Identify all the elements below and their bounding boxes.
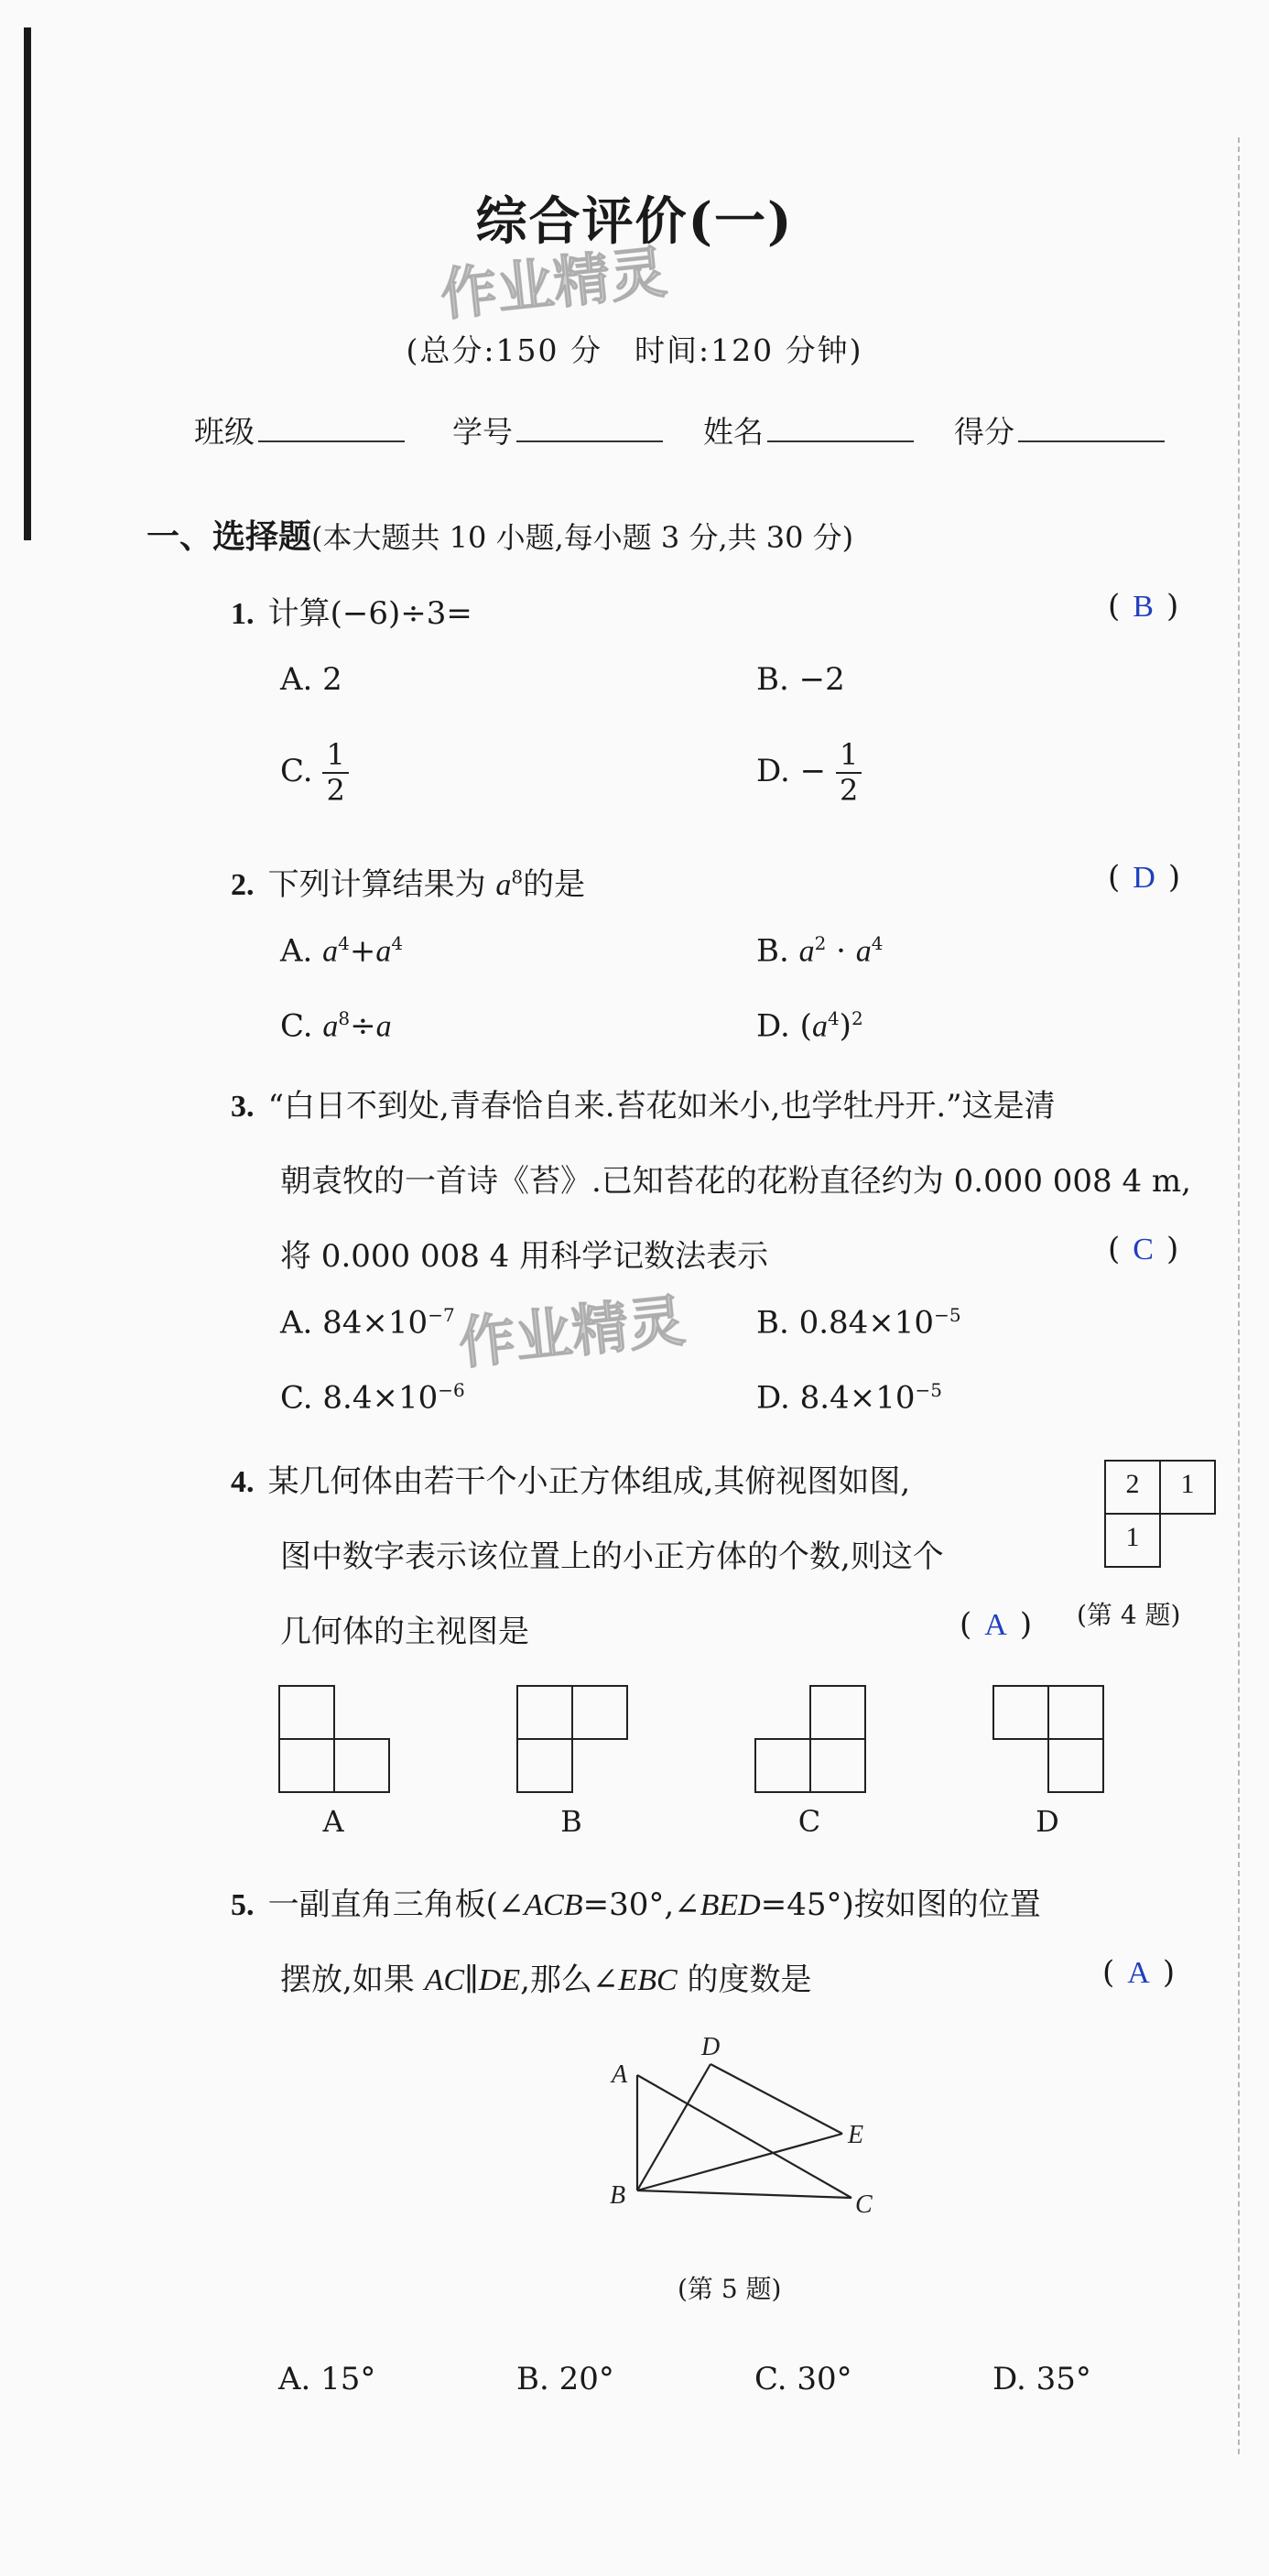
grid-num-3: 1 <box>1125 1522 1140 1552</box>
q4-line-1: 某几何体由若干个小正方体组成,其俯视图如图, <box>267 1463 911 1500</box>
q4-answer-box: ( A ) <box>960 1606 1033 1643</box>
q4-line-3: 几何体的主视图是 <box>280 1614 529 1650</box>
student-id-label: 学号 <box>452 414 513 450</box>
d-cell-2 <box>1047 1685 1104 1740</box>
question-4 <box>231 1456 910 1501</box>
q2-b-var2: a <box>855 934 872 969</box>
q2-c-prefix: C. <box>280 1007 323 1045</box>
c-cell-1 <box>809 1685 866 1740</box>
b-cell-2 <box>571 1685 628 1740</box>
q1-text: 计算(−6)÷3= <box>267 595 472 632</box>
q2-b-var1: a <box>798 934 815 969</box>
q2-option-b[interactable] <box>756 932 884 969</box>
question-2 <box>231 859 585 904</box>
q4-line-2: 图中数字表示该位置上的小正方体的个数,则这个 <box>280 1538 944 1575</box>
seg-bc <box>637 2190 851 2198</box>
name-field[interactable] <box>703 408 914 451</box>
class-label: 班级 <box>194 414 255 450</box>
q5-answer-box: ( A ) <box>1102 1954 1176 1991</box>
q1-answer: B <box>1133 590 1154 624</box>
point-label-d: D <box>701 2033 721 2061</box>
student-id-field[interactable] <box>452 408 663 451</box>
class-blank[interactable] <box>258 413 405 442</box>
q3-option-a[interactable] <box>280 1304 455 1341</box>
q2-d-exp2: 2 <box>851 1007 863 1029</box>
q1-number: 1. <box>231 597 255 631</box>
score-time-info: (总分:150 分 时间:120 分钟) <box>406 332 863 368</box>
q3-option-d[interactable] <box>756 1379 942 1416</box>
q5-triangle-figure <box>595 2024 897 2234</box>
q2-b-exp2: 4 <box>871 932 884 954</box>
q5-bed: BED <box>700 1888 761 1922</box>
q1-option-b[interactable]: B. −2 <box>756 661 845 698</box>
b-cell-3 <box>516 1738 573 1793</box>
class-field[interactable] <box>194 408 405 451</box>
question-3 <box>231 1081 1056 1125</box>
q2-text <box>268 866 586 903</box>
a-cell-2 <box>278 1738 335 1793</box>
page-cut-line <box>1238 137 1240 2454</box>
q5-caption: (第 5 题) <box>678 2274 782 2304</box>
q5-line-1 <box>268 1886 1041 1923</box>
q1-option-d-fraction <box>836 738 862 808</box>
q5-l1-pre: 一副直角三角板(∠ <box>267 1886 525 1923</box>
q5-l1-mid: =30°,∠ <box>582 1886 700 1923</box>
question-1 <box>231 588 472 633</box>
q2-c-var1: a <box>322 1009 339 1044</box>
q2-a-exp1: 4 <box>338 932 350 954</box>
seg-de <box>710 2064 842 2134</box>
q1-c-denominator: 2 <box>326 772 345 808</box>
q4-label-a: A <box>322 1804 344 1839</box>
q3-option-c[interactable] <box>280 1379 465 1416</box>
q2-d-exp1: 4 <box>827 1007 840 1029</box>
q2-text-post: 的是 <box>523 866 586 903</box>
q1-option-c-fraction <box>322 738 348 808</box>
point-label-a: A <box>612 2060 628 2089</box>
q5-l1-post: =45°)按如图的位置 <box>760 1886 1041 1923</box>
q3-c-exp: −6 <box>438 1379 465 1401</box>
q4-answer: A <box>984 1608 1007 1642</box>
name-label: 姓名 <box>703 414 764 450</box>
name-blank[interactable] <box>767 413 914 442</box>
q3-c-base: C. 8.4×10 <box>280 1379 439 1417</box>
q1-option-c-label: C. <box>280 752 313 789</box>
score-blank[interactable] <box>1018 413 1165 442</box>
binding-edge <box>24 27 31 540</box>
q3-b-exp: −5 <box>934 1304 961 1326</box>
q5-de: DE <box>478 1963 521 1997</box>
q2-answer-box: ( D ) <box>1108 859 1181 896</box>
q3-answer-box: ( C ) <box>1108 1231 1179 1267</box>
q2-a-var2: a <box>375 934 392 969</box>
q5-option-a[interactable]: A. 15° <box>278 2361 376 2397</box>
q5-l2-post: 的度数是 <box>677 1962 812 1998</box>
seg-bd <box>637 2064 710 2190</box>
q1-answer-box: ( B ) <box>1108 588 1179 625</box>
point-label-c: C <box>855 2190 873 2219</box>
q2-c-exp1: 8 <box>338 1007 351 1029</box>
q3-a-exp: −7 <box>428 1304 455 1326</box>
q3-line-3: 将 0.000 008 4 用科学记数法表示 <box>280 1238 769 1275</box>
q2-c-op: ÷ <box>350 1007 376 1045</box>
q1-option-a[interactable]: A. 2 <box>280 661 342 698</box>
q5-ac: AC <box>424 1963 465 1997</box>
point-label-b: B <box>610 2181 626 2210</box>
q5-option-c[interactable]: C. 30° <box>754 2361 852 2397</box>
d-cell-1 <box>992 1685 1049 1740</box>
q1-option-d-label: D. − <box>756 752 827 789</box>
q3-number: 3. <box>231 1090 255 1124</box>
q4-label-d: D <box>1036 1804 1059 1839</box>
c-cell-2 <box>754 1738 811 1793</box>
q4-label-b: B <box>560 1804 582 1839</box>
q3-d-base: D. 8.4×10 <box>756 1379 916 1417</box>
q5-l2-mid: ,那么∠ <box>520 1962 619 1998</box>
q1-option-c[interactable] <box>280 738 349 808</box>
a-cell-1 <box>278 1685 335 1740</box>
q2-exp: 8 <box>511 865 524 888</box>
q5-acb: ACB <box>524 1888 583 1922</box>
q3-d-exp: −5 <box>915 1379 942 1401</box>
student-id-blank[interactable] <box>516 413 663 442</box>
q5-answer: A <box>1127 1956 1150 1990</box>
watermark: 作业精灵 <box>437 238 670 329</box>
q2-a-var1: a <box>322 934 339 969</box>
q1-option-d[interactable] <box>756 738 862 808</box>
q2-c-var2: a <box>375 1009 392 1044</box>
question-5 <box>231 1879 1041 1924</box>
q2-d-prefix: D. ( <box>756 1007 812 1045</box>
q3-answer: C <box>1133 1233 1154 1266</box>
q2-answer: D <box>1133 861 1155 895</box>
q5-option-b[interactable]: B. 20° <box>516 2361 614 2397</box>
d-cell-3 <box>1047 1738 1104 1793</box>
q2-d-close: ) <box>839 1007 851 1045</box>
q5-line-2 <box>280 1954 811 1999</box>
q4-label-c: C <box>797 1804 821 1839</box>
q5-l2-pre: 摆放,如果 <box>280 1962 425 1998</box>
score-label: 得分 <box>954 414 1014 450</box>
q2-text-pre: 下列计算结果为 <box>267 866 496 903</box>
seg-be <box>637 2134 842 2190</box>
q2-b-prefix: B. <box>756 932 799 970</box>
grid-num-2: 1 <box>1180 1469 1195 1499</box>
q2-d-var: a <box>811 1009 828 1044</box>
q1-c-numerator: 1 <box>322 738 348 774</box>
q5-number: 5. <box>231 1888 255 1922</box>
q2-option-d[interactable] <box>756 1007 863 1044</box>
point-label-e: E <box>848 2121 864 2149</box>
q5-ebc: EBC <box>618 1963 678 1997</box>
q5-parallel: ∥ <box>464 1962 479 1998</box>
q2-a-exp2: 4 <box>391 932 404 954</box>
q3-option-b[interactable] <box>756 1304 961 1341</box>
page-title: 综合评价(一) <box>475 191 794 252</box>
a-cell-3 <box>333 1738 390 1793</box>
q3-line-2: 朝袁牧的一首诗《苔》.已知苔花的花粉直径约为 0.000 008 4 m, <box>280 1163 1191 1200</box>
watermark-2: 作业精灵 <box>455 1287 689 1377</box>
q2-b-op: · <box>826 932 856 970</box>
b-cell-1 <box>516 1685 573 1740</box>
q2-option-a[interactable] <box>280 932 403 969</box>
section-note: (本大题共 10 小题,每小题 3 分,共 30 分) <box>311 520 854 555</box>
section-heading <box>146 511 853 558</box>
q3-line-1: “白日不到处,青春恰自来.苔花如米小,也学牡丹开.”这是清 <box>267 1088 1056 1125</box>
q2-a-op: + <box>349 932 376 970</box>
grid-num-1: 2 <box>1125 1469 1140 1499</box>
q2-number: 2. <box>231 868 255 902</box>
c-cell-3 <box>809 1738 866 1793</box>
q3-b-base: B. 0.84×10 <box>756 1304 935 1342</box>
q3-a-base: A. 84×10 <box>280 1304 428 1342</box>
q4-number: 4. <box>231 1465 255 1499</box>
q2-a-prefix: A. <box>280 932 323 970</box>
score-field[interactable] <box>954 408 1165 451</box>
q1-d-numerator: 1 <box>836 738 862 774</box>
q1-d-denominator: 2 <box>839 772 859 808</box>
q2-var: a <box>495 868 512 902</box>
q5-option-d[interactable]: D. 35° <box>992 2361 1091 2397</box>
q2-option-c[interactable] <box>280 1007 392 1044</box>
q2-b-exp1: 2 <box>814 932 827 954</box>
q4-caption: (第 4 题) <box>1077 1600 1181 1630</box>
section-title: 一、选择题 <box>146 517 312 556</box>
